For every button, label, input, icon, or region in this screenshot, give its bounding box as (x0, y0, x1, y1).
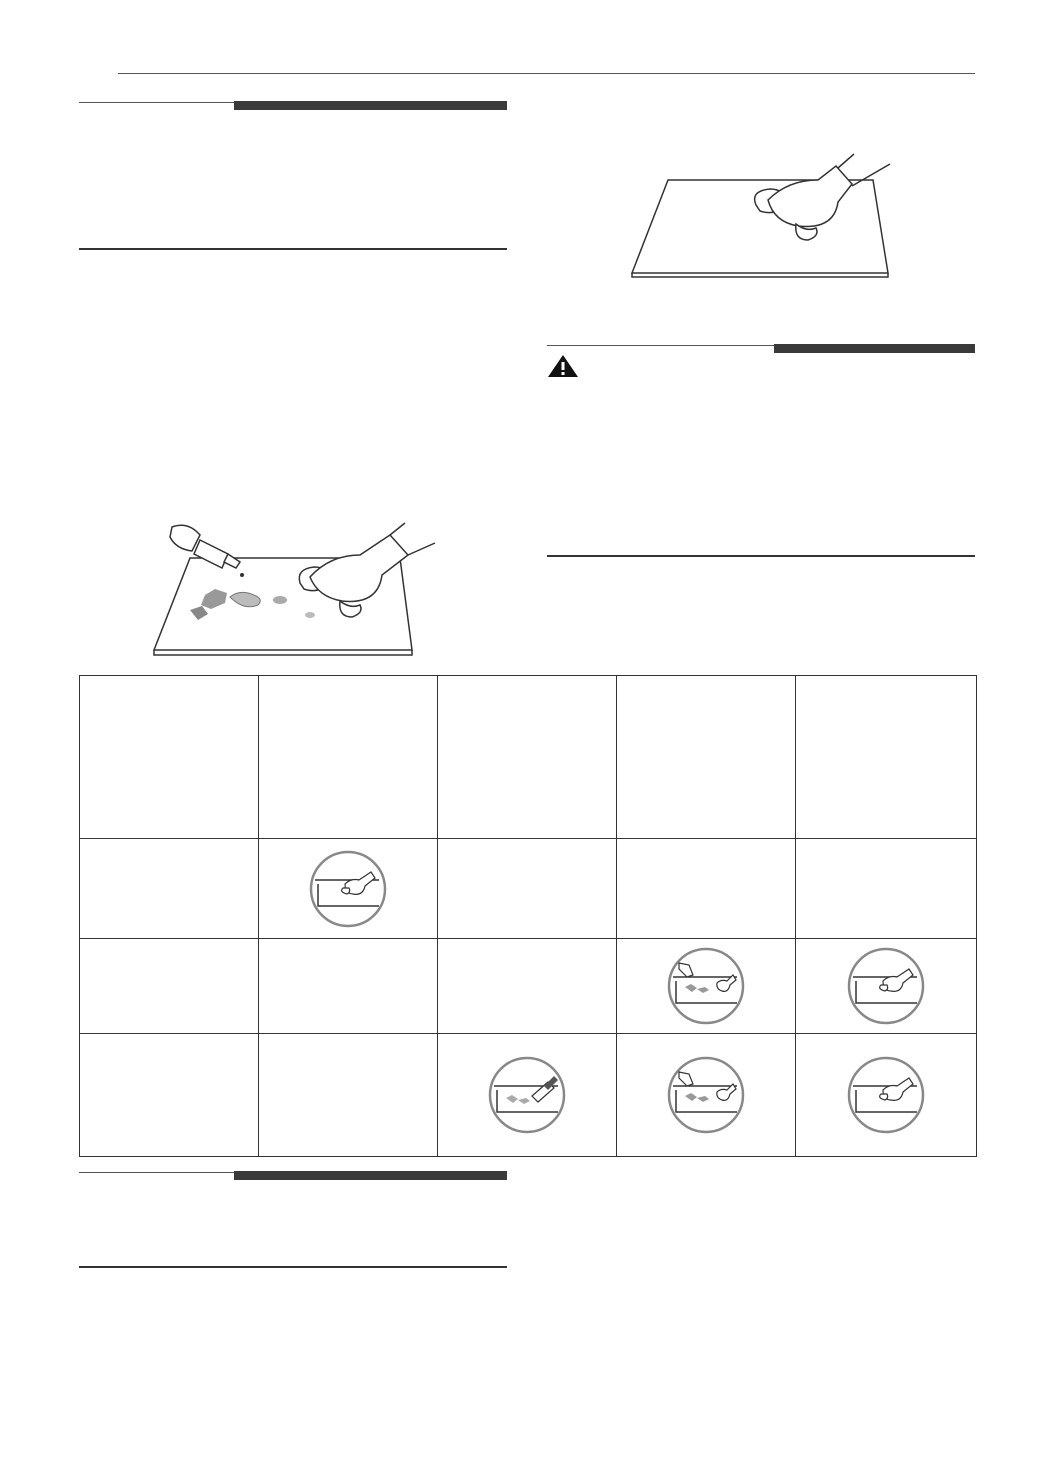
warning-header-bar (774, 344, 975, 353)
table-cell (617, 939, 796, 1034)
table-row (80, 839, 977, 939)
section-header-rule-left (79, 102, 234, 103)
section-header-rule-left (79, 1172, 234, 1173)
table-cell (80, 676, 259, 839)
wipe-cloth-icon (847, 947, 925, 1025)
table-cell (617, 1034, 796, 1157)
warning-header-rule-left (547, 345, 774, 346)
table-row (80, 939, 977, 1034)
warning-triangle-icon (547, 354, 579, 378)
section-header-bar (234, 1171, 507, 1180)
spill-stain-3 (273, 596, 287, 604)
scraper-icon (488, 1056, 566, 1134)
table-header-row (80, 676, 977, 839)
table-cell (80, 839, 259, 939)
table-cell (80, 1034, 259, 1157)
cleaner-bottle-icon (667, 947, 745, 1025)
section-divider (79, 248, 507, 250)
table-cell (796, 1034, 977, 1157)
table-cell (259, 939, 438, 1034)
wipe-cloth-icon (847, 1056, 925, 1134)
table-cell (259, 1034, 438, 1157)
section-divider (79, 1266, 507, 1268)
table-cell (259, 676, 438, 839)
table-cell (438, 1034, 617, 1157)
table-cell (259, 839, 438, 939)
wiping-cooktop-illustration (628, 150, 898, 280)
page-header-rule (118, 73, 975, 74)
warning-divider (547, 555, 975, 557)
cleaning-methods-table (79, 675, 977, 1157)
table-cell (80, 939, 259, 1034)
table-cell (438, 839, 617, 939)
table-cell (617, 839, 796, 939)
cleaner-bottle-icon (667, 1056, 745, 1134)
cleaning-cooktop-illustration (150, 515, 440, 660)
table-cell (438, 939, 617, 1034)
spill-stain-4 (305, 612, 315, 618)
wipe-cloth-icon (309, 850, 387, 928)
table-cell (796, 676, 977, 839)
table-cell (796, 839, 977, 939)
table-cell (617, 676, 796, 839)
table-cell (796, 939, 977, 1034)
table-row (80, 1034, 977, 1157)
table-cell (438, 676, 617, 839)
section-header-bar (234, 101, 507, 110)
